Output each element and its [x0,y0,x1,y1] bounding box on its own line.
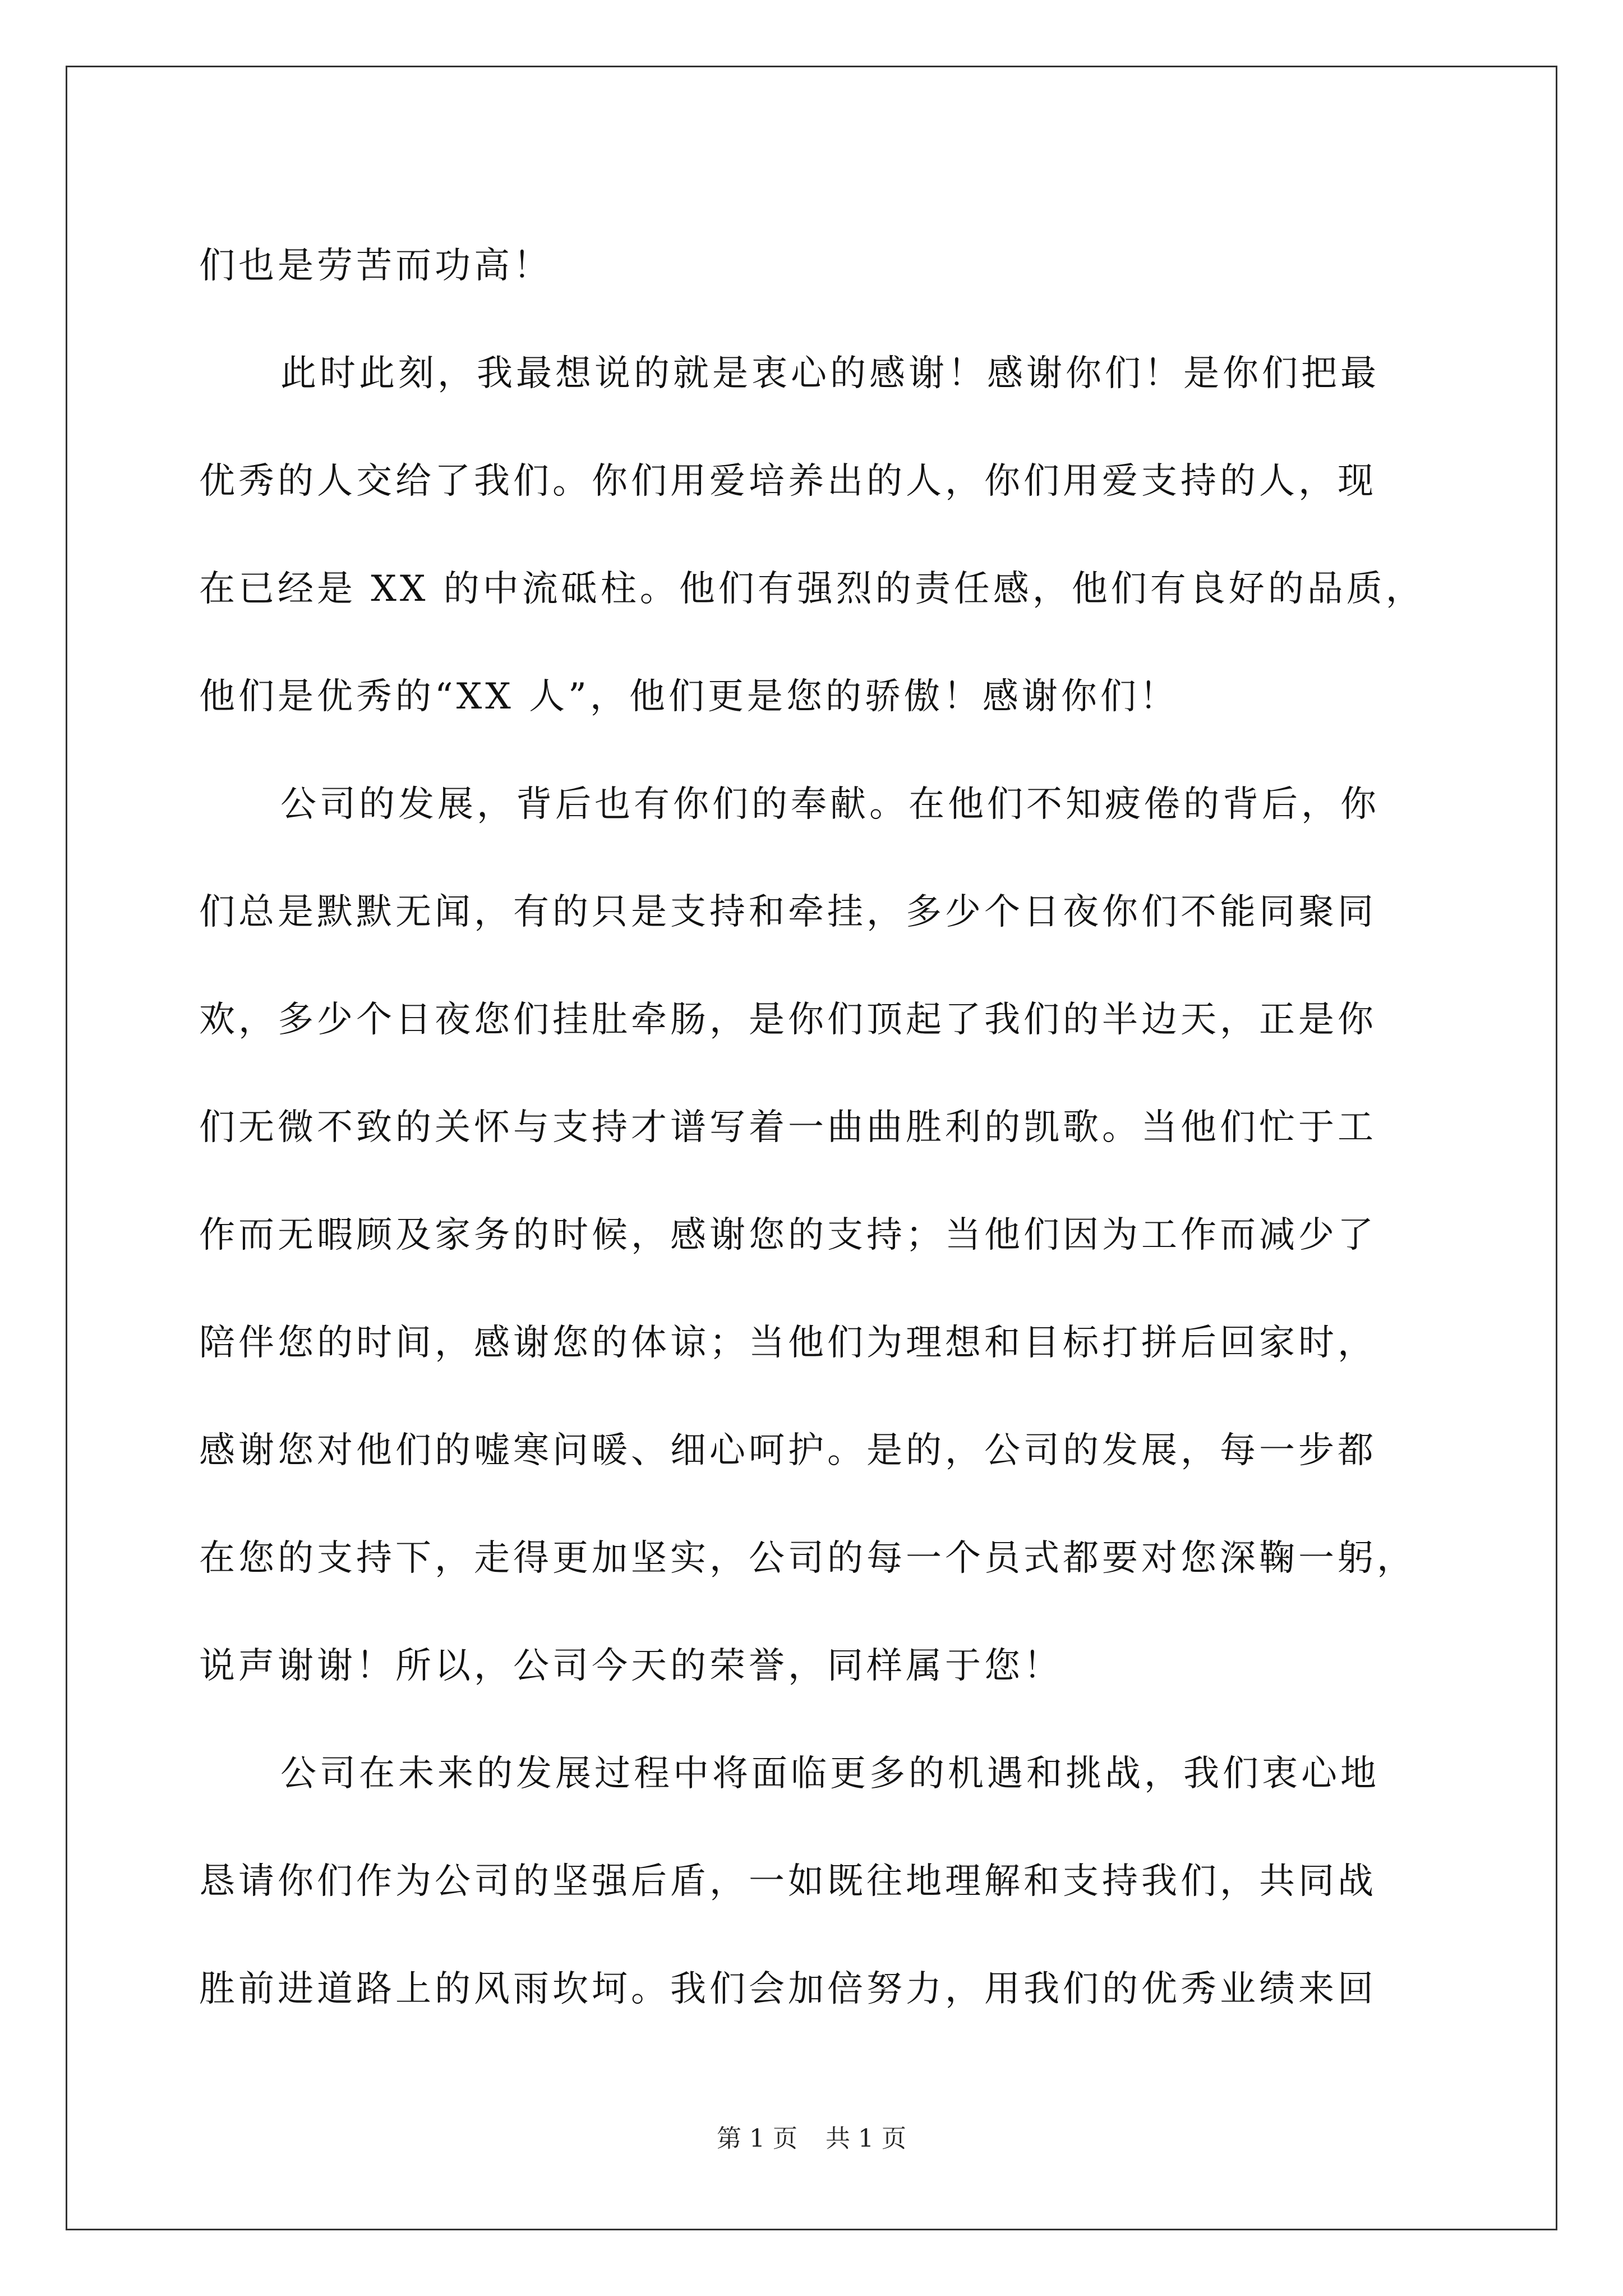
page-footer [0,2122,1623,2156]
text-line: 陪伴您的时间，感谢您的体谅；当他们为理想和目标打拼后回家时， [199,1322,1377,1364]
page-total: 共 1 页 [826,2124,906,2153]
text-line: 作而无暇顾及家务的时候，感谢您的支持；当他们因为工作而减少了 [199,1214,1377,1256]
paragraph-first-line: 此时此刻，我最想说的就是衷心的感谢！感谢你们！是你们把最 [280,353,1380,394]
text-line: 胜前进道路上的风雨坎坷。我们会加倍努力，用我们的优秀业绩来回 [199,1968,1377,2010]
text-line: 恳请你们作为公司的坚强后盾，一如既往地理解和支持我们，共同战 [199,1861,1377,1902]
text-line: 欢，多少个日夜您们挂肚牵肠，是你们顶起了我们的半边天，正是你 [199,999,1377,1041]
text-line: 们无微不致的关怀与支持才谱写着一曲曲胜利的凯歌。当他们忙于工 [199,1107,1377,1148]
text-line: 他们是优秀的“XX 人”，他们更是您的骄傲！感谢你们！ [199,676,1179,717]
text-line: 在您的支持下，走得更加坚实，公司的每一个员式都要对您深鞠一躬， [199,1538,1416,1579]
text-line: 在已经是 XX 的中流砥柱。他们有强烈的责任感，他们有良好的品质， [199,568,1425,610]
document-body [199,212,1461,2043]
text-line: 们总是默默无闻，有的只是支持和牵挂，多少个日夜你们不能同聚同 [199,891,1377,933]
text-line: 说声谢谢！所以，公司今天的荣誉，同样属于您！ [199,1645,1063,1687]
text-line: 优秀的人交给了我们。你们用爱培养出的人，你们用爱支持的人，现 [199,461,1377,502]
text-line: 们也是劳苦而功高！ [199,245,552,287]
text-line: 感谢您对他们的嘘寒问暖、细心呵护。是的，公司的发展，每一步都 [199,1430,1377,1471]
paragraph-first-line: 公司在未来的发展过程中将面临更多的机遇和挑战，我们衷心地 [280,1753,1380,1795]
paragraph-first-line: 公司的发展，背后也有你们的奉献。在他们不知疲倦的背后，你 [280,784,1380,825]
page-number: 第 1 页 [717,2124,797,2153]
